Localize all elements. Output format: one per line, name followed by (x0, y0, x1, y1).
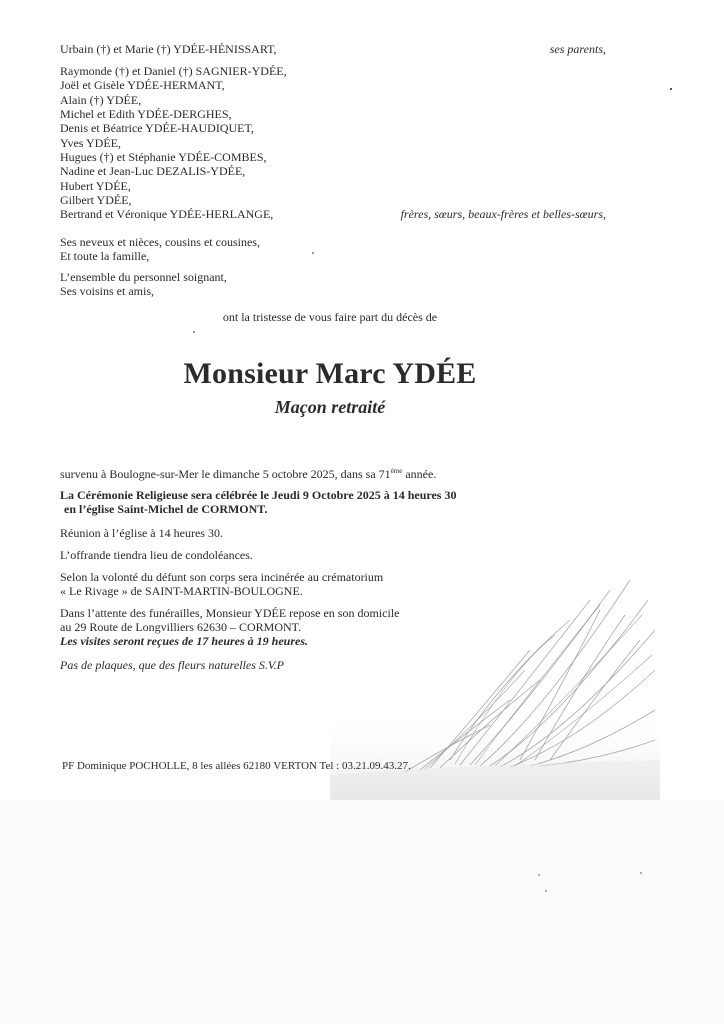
sibling-line: Hubert YDÉE, (60, 179, 131, 193)
others-line: Ses voisins et amis, (60, 284, 155, 298)
ceremony-line-2: en l’église Saint-Michel de CORMONT. (64, 502, 268, 516)
relatives-line: Ses neveux et nièces, cousins et cousines, (60, 235, 260, 249)
death-text: survenu à Boulogne-sur-Mer le dimanche 5 octobre 2025, dans sa 71 (60, 467, 391, 481)
scan-speck (545, 890, 547, 892)
sibling-line: Denis et Béatrice YDÉE-HAUDIQUET, (60, 121, 254, 135)
visits-info: Les visites seront reçues de 17 heures à 19 heures. (60, 634, 308, 648)
offering-info: L’offrande tiendra lieu de condoléances. (60, 548, 253, 562)
funeral-home-footer: PF Dominique POCHOLLE, 8 les allées 62180 VERTON Tel : 03.21.09.43.27. (62, 760, 411, 772)
cremation-line-2: « Le Rivage » de SAINT-MARTIN-BOULOGNE. (60, 584, 303, 598)
scan-speck (640, 872, 642, 874)
siblings-relation: frères, sœurs, beaux-frères et belles-sœurs, (400, 207, 606, 221)
scan-speck (312, 252, 314, 254)
death-text-end: année. (402, 467, 437, 481)
parents-relation: ses parents, (549, 42, 606, 56)
scan-speck (670, 88, 672, 90)
sibling-line: Yves YDÉE, (60, 136, 122, 150)
death-notice (60, 464, 436, 481)
cremation-line-1: Selon la volonté du défunt son corps sera incinérée au crématorium (60, 570, 384, 584)
sibling-line: Alain (†) YDÉE, (60, 93, 142, 107)
ceremony-line-1: La Cérémonie Religieuse sera célébrée le Jeudi 9 Octobre 2025 à 14 heures 30 (60, 488, 457, 502)
sibling-line: Bertrand et Véronique YDÉE-HERLANGE, (60, 207, 274, 221)
deceased-profession: Maçon retraité (274, 397, 386, 417)
sibling-line: Raymonde (†) et Daniel (†) SAGNIER-YDÉE, (60, 64, 287, 78)
scan-speck (538, 874, 540, 876)
sibling-line: Joël et Gisèle YDÉE-HERMANT, (60, 78, 225, 92)
sibling-line: Gilbert YDÉE, (60, 193, 132, 207)
sibling-line: Michel et Edith YDÉE-DERGHES, (60, 107, 232, 121)
parents-names: Urbain (†) et Marie (†) YDÉE-HÉNISSART, (60, 42, 277, 56)
blank-page-area (0, 800, 724, 1024)
announcement-text: ont la tristesse de vous faire part du décès de (222, 310, 438, 324)
sibling-line: Nadine et Jean-Luc DEZALIS-YDÉE, (60, 164, 246, 178)
deceased-name: Monsieur Marc YDÉE (183, 357, 477, 390)
ordinal-suffix: ème (390, 467, 403, 475)
scan-speck (193, 331, 195, 333)
meeting-info: Réunion à l’église à 14 heures 30. (60, 526, 223, 540)
relatives-line: Et toute la famille, (60, 249, 150, 263)
rest-line-2: au 29 Route de Longvilliers 62630 – CORMONT. (60, 620, 302, 634)
sibling-line: Hugues (†) et Stéphanie YDÉE-COMBES, (60, 150, 267, 164)
others-line: L’ensemble du personnel soignant, (60, 270, 227, 284)
rest-line-1: Dans l’attente des funérailles, Monsieur YDÉE repose en son domicile (60, 606, 400, 620)
flowers-note: Pas de plaques, que des fleurs naturelles S.V.P (60, 658, 284, 672)
